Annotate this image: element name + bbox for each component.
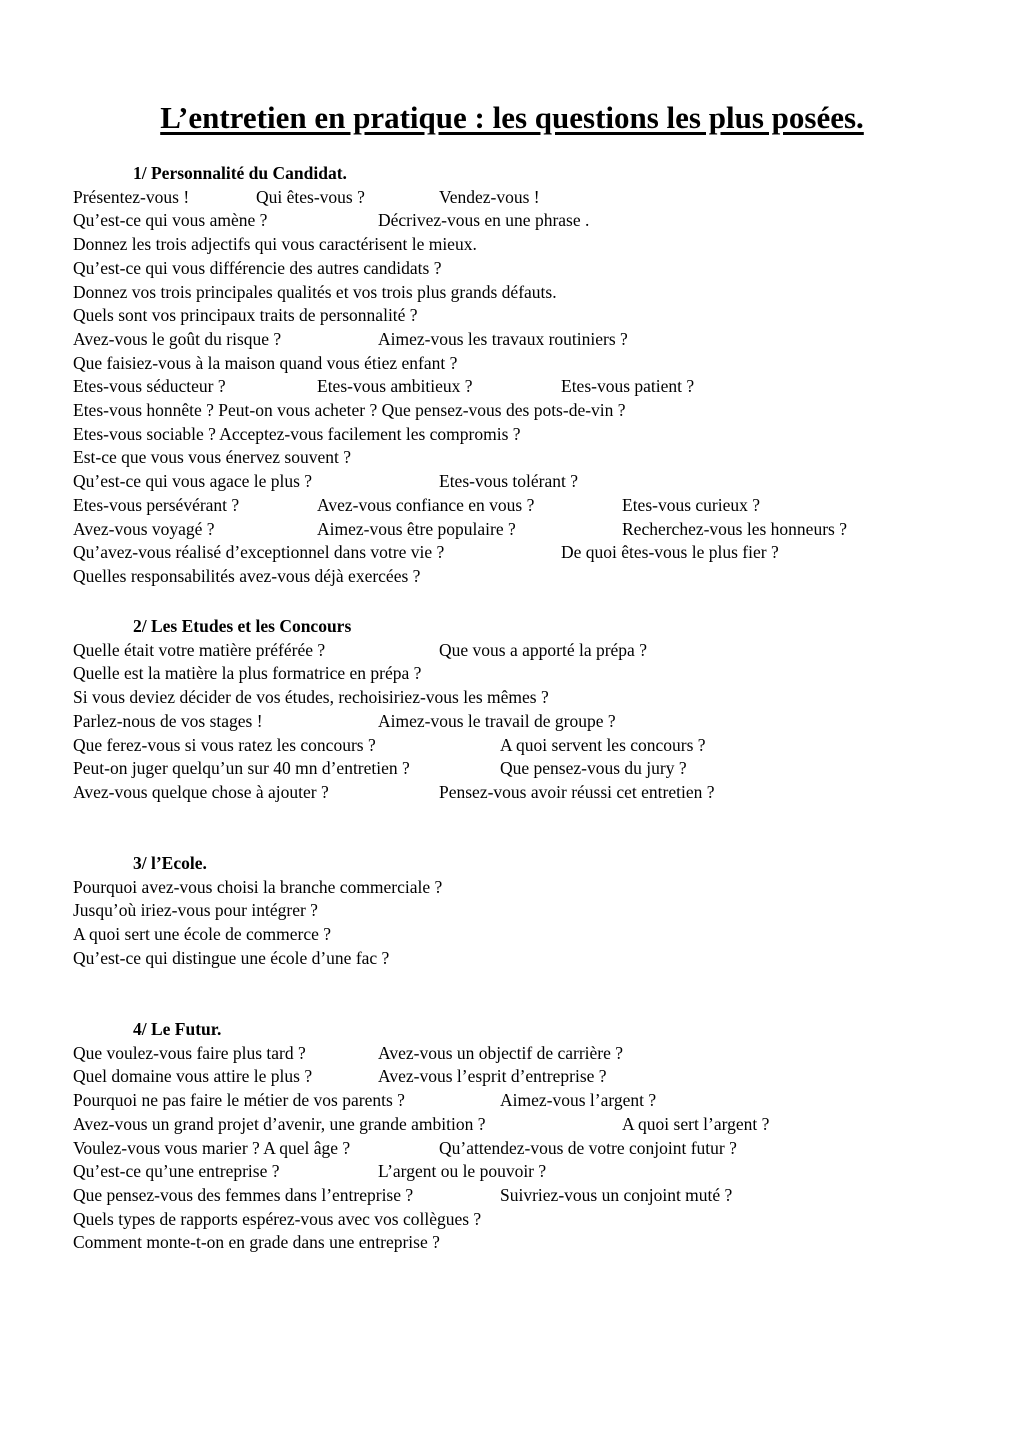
question-line [0,875,1024,899]
question-text: Etes-vous patient ? [561,376,695,397]
question-text: Avez-vous l’esprit d’entreprise ? [378,1066,607,1087]
question-line [0,493,1024,517]
question-line [0,445,1024,469]
question-line [0,1207,1024,1231]
question-text: Qu’avez-vous réalisé d’exceptionnel dans votre vie ? [73,542,445,563]
question-text: Que ferez-vous si vous ratez les concours ? [73,734,376,755]
question-text: Que faisiez-vous à la maison quand vous étiez enfant ? [73,352,458,373]
question-text: De quoi êtes-vous le plus fier ? [561,542,779,563]
question-line [0,709,1024,733]
question-text: A quoi sert l’argent ? [622,1113,770,1134]
question-line [0,733,1024,757]
section-heading-text: 2/ Les Etudes et les Concours [133,616,352,636]
question-line [0,398,1024,422]
section-heading [0,851,1024,875]
question-text: Vendez-vous ! [439,186,540,207]
question-line [0,1088,1024,1112]
question-text: Suivriez-vous un conjoint muté ? [500,1184,733,1205]
section-heading-text: 3/ l’Ecole. [133,853,207,873]
question-text: Qu’attendez-vous de votre conjoint futur ? [439,1137,737,1158]
question-text: Avez-vous un objectif de carrière ? [378,1042,624,1063]
question-text: Jusqu’où iriez-vous pour intégrer ? [73,900,318,921]
question-text: Quelles responsabilités avez-vous déjà exercées ? [73,565,421,586]
question-text: Peut-on juger quelqu’un sur 40 mn d’entretien ? [73,758,410,779]
question-line [0,1230,1024,1254]
question-text: Quelle était votre matière préférée ? [73,639,326,660]
question-line [0,232,1024,256]
question-line [0,661,1024,685]
question-text: Donnez les trois adjectifs qui vous caractérisent le mieux. [73,234,477,255]
question-line [0,756,1024,780]
question-line [0,1136,1024,1160]
question-text: Comment monte-t-on en grade dans une entreprise ? [73,1232,440,1253]
question-text: Avez-vous voyagé ? [73,518,215,539]
question-line [0,946,1024,970]
section-heading [0,614,1024,638]
question-text: Pensez-vous avoir réussi cet entretien ? [439,781,715,802]
question-text: Que pensez-vous du jury ? [500,758,687,779]
question-line [0,1183,1024,1207]
question-text: Qu’est-ce qui vous agace le plus ? [73,471,313,492]
question-line [0,898,1024,922]
question-text: Etes-vous sociable ? Acceptez-vous facilement les compromis ? [73,423,521,444]
question-text: Qu’est-ce qui vous amène ? [73,210,268,231]
question-text: Voulez-vous vous marier ? A quel âge ? [73,1137,351,1158]
question-line [0,303,1024,327]
question-text: Parlez-nous de vos stages ! [73,710,263,731]
section-heading [0,1017,1024,1041]
question-line [0,1159,1024,1183]
question-text: Aimez-vous les travaux routiniers ? [378,328,628,349]
question-text: Pourquoi ne pas faire le métier de vos parents ? [73,1090,405,1111]
page-title: L’entretien en pratique : les questions les plus posées. [160,100,864,135]
question-text: Que vous a apporté la prépa ? [439,639,647,660]
question-text: Etes-vous curieux ? [622,494,761,515]
question-text: Etes-vous honnête ? Peut-on vous acheter ? Que pensez-vous des pots-de-vin ? [73,400,626,420]
question-text: Si vous deviez décider de vos études, rechoisiriez-vous les mêmes ? [73,687,549,708]
question-line [0,185,1024,209]
question-line [0,327,1024,351]
question-text: L’argent ou le pouvoir ? [378,1161,547,1182]
question-line [0,469,1024,493]
question-text: Est-ce que vous vous énervez souvent ? [73,447,351,468]
question-text: Aimez-vous l’argent ? [500,1090,657,1111]
question-line [0,922,1024,946]
question-line [0,638,1024,662]
question-line [0,1041,1024,1065]
question-line [0,540,1024,564]
question-text: Aimez-vous être populaire ? [317,518,516,539]
question-line [0,1064,1024,1088]
question-text: Avez-vous quelque chose à ajouter ? [73,781,329,802]
question-text: Donnez vos trois principales qualités et vos trois plus grands défauts. [73,281,557,302]
section-heading-text: 1/ Personnalité du Candidat. [133,163,347,183]
question-line [0,280,1024,304]
question-text: Quel domaine vous attire le plus ? [73,1066,313,1087]
question-text: Recherchez-vous les honneurs ? [622,518,847,539]
question-text: Avez-vous confiance en vous ? [317,494,535,515]
question-text: Avez-vous le goût du risque ? [73,328,282,349]
question-line [0,517,1024,541]
question-text: Quels sont vos principaux traits de personnalité ? [73,305,418,326]
question-text: Quels types de rapports espérez-vous avec vos collègues ? [73,1208,482,1229]
question-line [0,685,1024,709]
question-text: Quelle est la matière la plus formatrice en prépa ? [73,663,422,684]
section-heading [0,161,1024,185]
question-text: Présentez-vous ! [73,186,190,207]
question-line [0,351,1024,375]
question-text: A quoi sert une école de commerce ? [73,924,332,945]
question-text: Que voulez-vous faire plus tard ? [73,1042,306,1063]
question-text: Etes-vous persévérant ? [73,494,240,515]
question-line [0,208,1024,232]
question-line [0,1112,1024,1136]
question-text: Aimez-vous le travail de groupe ? [378,710,616,731]
question-line [0,256,1024,280]
question-line [0,780,1024,804]
question-line [0,422,1024,446]
question-text: Qu’est-ce qui vous différencie des autres candidats ? [73,257,442,278]
question-text: Etes-vous tolérant ? [439,471,578,492]
question-text: Etes-vous ambitieux ? [317,376,473,397]
section-heading-text: 4/ Le Futur. [133,1019,222,1039]
question-text: Qui êtes-vous ? [256,186,365,207]
question-text: Que pensez-vous des femmes dans l’entreprise ? [73,1184,414,1205]
question-text: Qu’est-ce qui distingue une école d’une fac ? [73,947,390,968]
question-text: A quoi servent les concours ? [500,734,706,755]
question-line [0,374,1024,398]
question-text: Pourquoi avez-vous choisi la branche commerciale ? [73,876,443,897]
question-text: Etes-vous séducteur ? [73,376,226,397]
question-text: Avez-vous un grand projet d’avenir, une grande ambition ? [73,1113,486,1134]
question-text: Décrivez-vous en une phrase . [378,210,590,231]
question-line [0,564,1024,588]
question-text: Qu’est-ce qu’une entreprise ? [73,1161,280,1182]
